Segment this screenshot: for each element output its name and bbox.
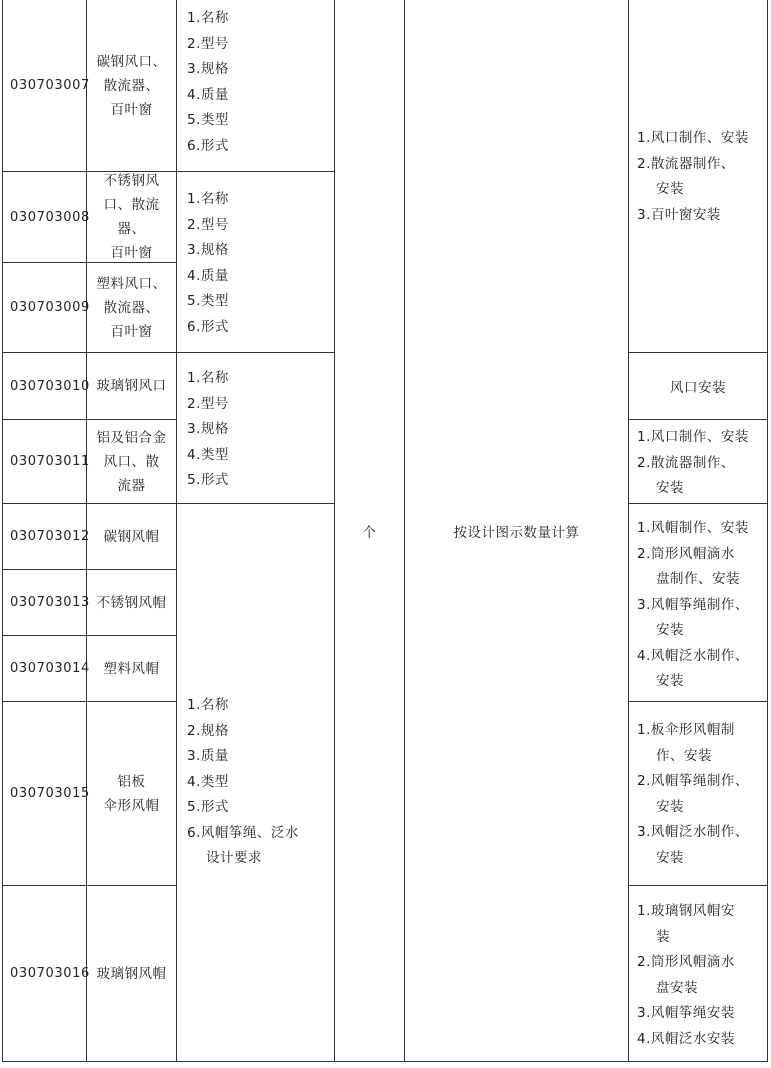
project-name: 玻璃钢风帽 bbox=[96, 965, 167, 982]
project-code: 030703011 bbox=[10, 454, 90, 469]
project-code: 030703016 bbox=[10, 966, 90, 981]
feature-list: 1.名称 2.型号 3.规格 4.质量 5.类型 6.形式 bbox=[187, 191, 229, 335]
work-content: 1.玻璃钢风帽安 装 2.筒形风帽滴水 盘安装 3.风帽筝绳安装 4.风帽泛水安装 bbox=[637, 903, 735, 1047]
project-name: 铝及铝合金 风口、散 流器 bbox=[96, 429, 167, 494]
work-content: 1.风口制作、安装 2.散流器制作、 安装 3.百叶窗安装 bbox=[637, 130, 749, 223]
project-code: 030703010 bbox=[10, 378, 90, 394]
project-code: 030703008 bbox=[10, 209, 90, 225]
project-name: 碳钢风帽 bbox=[103, 528, 160, 545]
project-name: 碳钢风口、 散流器、 百叶窗 bbox=[96, 53, 167, 118]
project-code: 030703013 bbox=[10, 595, 90, 610]
row-divider bbox=[176, 171, 335, 172]
project-name: 塑料风口、 散流器、 百叶窗 bbox=[96, 275, 167, 340]
feature-list: 1.名称 2.型号 3.规格 4.质量 5.类型 6.形式 bbox=[187, 10, 229, 154]
row-divider bbox=[628, 885, 768, 886]
row-divider bbox=[628, 419, 768, 420]
column-divider bbox=[176, 0, 177, 1062]
feature-list: 1.名称 2.型号 3.规格 4.类型 5.形式 bbox=[187, 370, 229, 488]
project-name: 不锈钢风帽 bbox=[96, 594, 167, 611]
project-code: 030703012 bbox=[10, 529, 90, 544]
project-name: 塑料风帽 bbox=[103, 660, 160, 677]
row-divider bbox=[628, 503, 768, 504]
measurement-unit: 个 bbox=[362, 525, 377, 541]
work-content: 风口安装 bbox=[670, 380, 726, 396]
project-code: 030703014 bbox=[10, 661, 90, 676]
project-name: 不锈钢风 口、散流器、 百叶窗 bbox=[103, 173, 160, 261]
feature-list: 1.名称 2.规格 3.质量 4.类型 5.形式 6.风帽筝绳、泛水 设计要求 bbox=[187, 697, 299, 866]
row-divider bbox=[176, 352, 335, 353]
table-border-right bbox=[767, 0, 768, 1062]
project-name: 玻璃钢风口 bbox=[96, 378, 167, 394]
row-divider bbox=[176, 503, 335, 504]
work-content: 1.板伞形风帽制 作、安装 2.风帽筝绳制作、 安装 3.风帽泛水制作、 安装 bbox=[637, 722, 749, 866]
project-name: 铝板 伞形风帽 bbox=[103, 773, 160, 814]
work-content: 1.风帽制作、安装 2.筒形风帽滴水 盘制作、安装 3.风帽筝绳制作、 安装 4.风帽泛水制作、 安装 bbox=[637, 520, 749, 689]
work-content: 1.风口制作、安装 2.散流器制作、 安装 bbox=[637, 429, 749, 496]
table-border-bottom bbox=[2, 1061, 768, 1062]
project-code: 030703007 bbox=[10, 78, 90, 93]
project-code: 030703015 bbox=[10, 786, 90, 801]
calculation-rule: 按设计图示数量计算 bbox=[453, 525, 580, 541]
row-divider bbox=[628, 701, 768, 702]
project-code: 030703009 bbox=[10, 300, 90, 315]
